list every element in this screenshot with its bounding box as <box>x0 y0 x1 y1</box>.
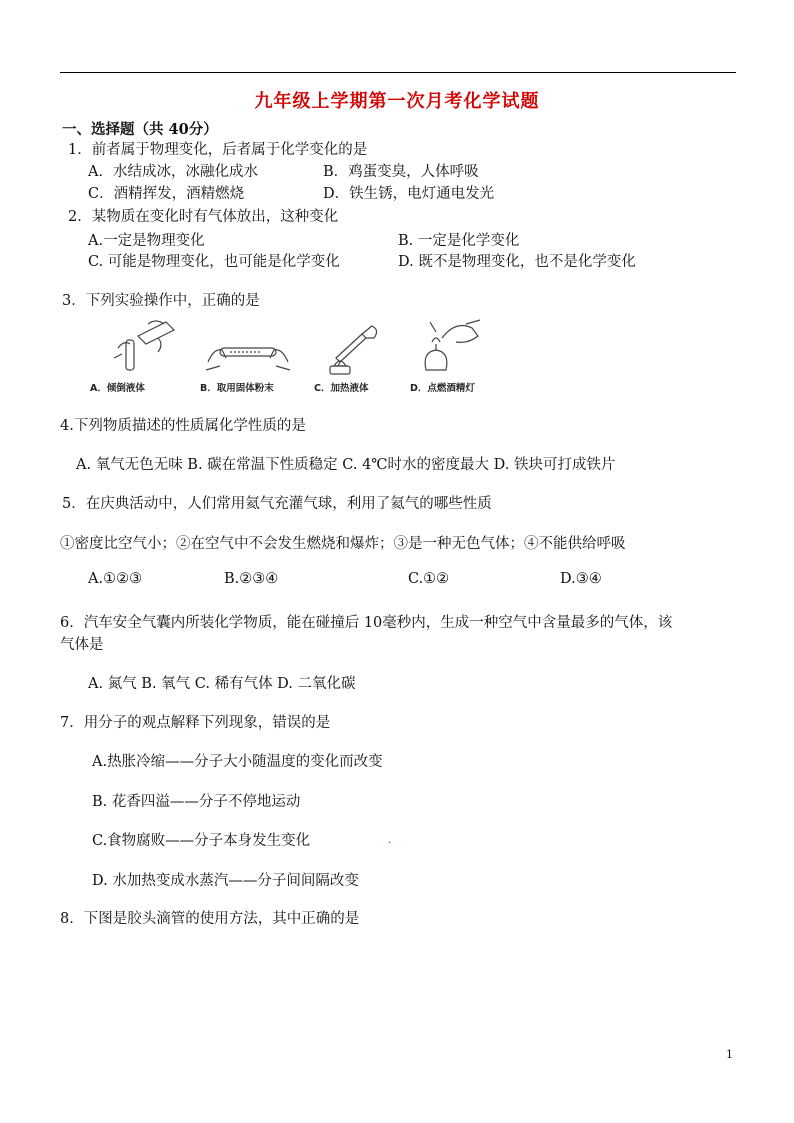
q5-option-b: B.②③④ <box>224 571 279 587</box>
figure-pouring-liquid <box>88 318 183 394</box>
q3-caption-a: A．倾倒液体 <box>90 383 145 394</box>
q4-options: A. 氧气无色无味 B. 碳在常温下性质稳定 C. 4℃时水的密度最大 D. 铁块可打成铁片 <box>76 457 616 473</box>
q2-stem: 2．某物质在变化时有气体放出，这种变化 <box>68 209 339 225</box>
figure-solid-powder <box>200 318 295 394</box>
q1-stem: 1．前者属于物理变化，后者属于化学变化的是 <box>68 142 368 158</box>
q6-stem-line2: 气体是 <box>60 637 104 653</box>
figure-lighting-lamp <box>406 318 496 394</box>
q2-option-d: D. 既不是物理变化，也不是化学变化 <box>398 254 636 270</box>
pouring-liquid-illustration <box>88 318 183 378</box>
q8-stem: 8．下图是胶头滴管的使用方法，其中正确的是 <box>60 911 360 927</box>
lighting-lamp-illustration <box>406 318 496 378</box>
page-title: 九年级上学期第一次月考化学试题 <box>254 91 540 112</box>
header-rule <box>60 72 736 73</box>
q5-properties: ①密度比空气小；②在空气中不会发生燃烧和爆炸；③是一种无色气体；④不能供给呼吸 <box>60 536 626 552</box>
q7-stem: 7．用分子的观点解释下列现象，错误的是 <box>60 715 331 731</box>
q5-option-c: C.①② <box>408 571 450 587</box>
q7-option-a: A.热胀冷缩——分子大小随温度的变化而改变 <box>92 754 383 770</box>
q5-stem: 5．在庆典活动中，人们常用氦气充灌气球，利用了氦气的哪些性质 <box>62 496 492 512</box>
q2-option-c: C. 可能是物理变化，也可能是化学变化 <box>88 254 340 270</box>
figure-heating-liquid <box>314 318 394 394</box>
page-number: 1 <box>726 1048 733 1061</box>
q5-option-d: D.③④ <box>560 571 602 587</box>
q7-option-d: D. 水加热变成水蒸汽——分子间间隔改变 <box>92 873 359 889</box>
section-heading: 一、选择题（共 40分） <box>62 121 218 138</box>
q3-figure-row <box>88 318 478 394</box>
q1-option-b: B．鸡蛋变臭，人体呼吸 <box>323 164 479 180</box>
q7-option-b: B. 花香四溢——分子不停地运动 <box>92 794 301 810</box>
q2-option-b: B. 一定是化学变化 <box>398 233 520 249</box>
stray-red-mark: . <box>388 835 392 846</box>
heating-liquid-illustration <box>314 318 394 378</box>
q3-caption-d: D．点燃酒精灯 <box>410 383 475 394</box>
q4-stem: 4.下列物质描述的性质属化学性质的是 <box>60 418 306 434</box>
q6-options: A. 氮气 B. 氧气 C. 稀有气体 D. 二氧化碳 <box>88 676 356 692</box>
q6-stem-line1: 6．汽车安全气囊内所装化学物质，能在碰撞后 10毫秒内，生成一种空气中含量最多的气体，该 <box>60 615 673 631</box>
q3-caption-b: B．取用固体粉末 <box>200 383 274 394</box>
q1-option-c: C．酒精挥发，酒精燃烧 <box>88 186 245 202</box>
q3-stem: 3．下列实验操作中，正确的是 <box>62 293 260 309</box>
q1-option-a: A．水结成冰，冰融化成水 <box>88 164 258 180</box>
solid-powder-illustration <box>200 318 295 378</box>
q2-option-a: A.一定是物理变化 <box>88 233 205 249</box>
q5-option-a: A.①②③ <box>88 571 143 587</box>
q1-option-d: D．铁生锈，电灯通电发光 <box>323 186 495 202</box>
q7-option-c: C.食物腐败——分子本身发生变化 <box>92 833 311 849</box>
q3-caption-c: C．加热液体 <box>314 383 369 394</box>
